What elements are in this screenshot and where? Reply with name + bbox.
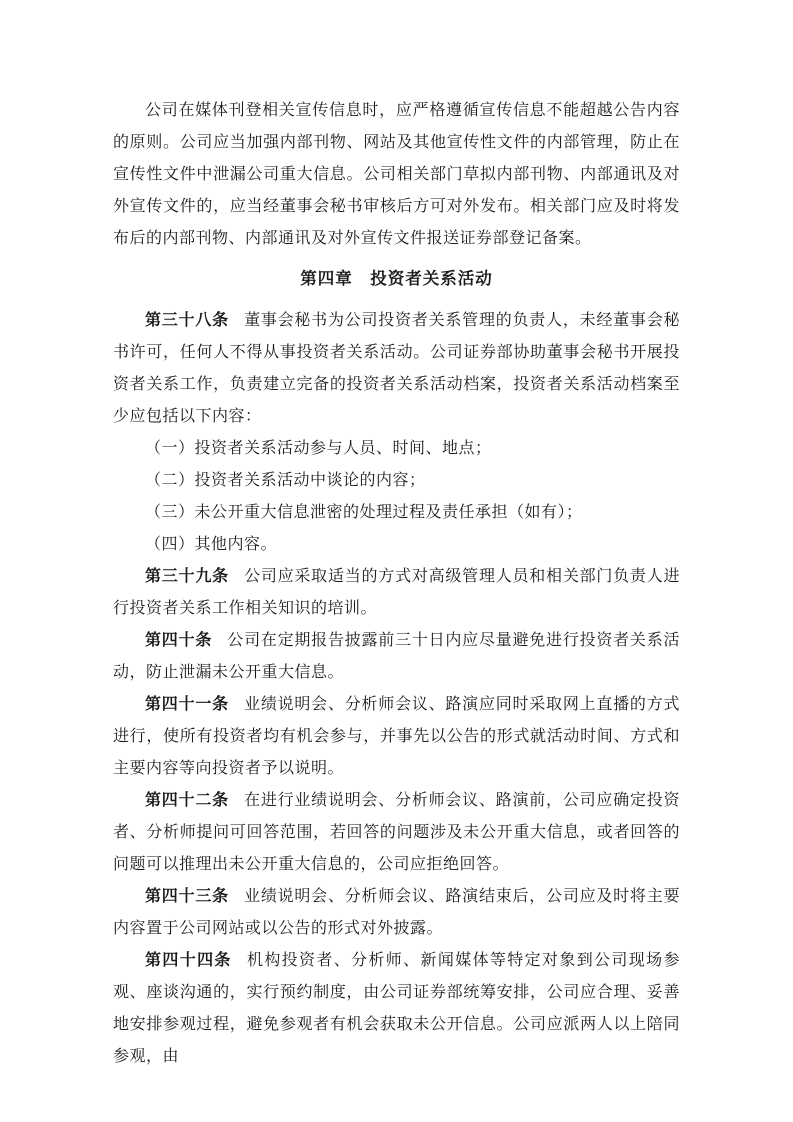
article-41 — [113, 688, 680, 784]
article-38-number: 第三十八条 — [145, 310, 229, 329]
chapter-4-heading: 第四章 投资者关系活动 — [300, 269, 493, 288]
article-39-number: 第三十九条 — [145, 566, 229, 585]
article-43 — [113, 880, 680, 944]
article-39 — [113, 560, 680, 624]
article-43-text: 业绩说明会、分析师会议、路演结束后，公司应及时将主要内容置于公司网站或以公告的形式对外披露。 — [113, 886, 680, 937]
article-40-text: 公司在定期报告披露前三十日内应尽量避免进行投资者关系活动，防止泄漏未公开重大信息。 — [113, 630, 680, 681]
list-item-4: （四）其他内容。 — [145, 534, 278, 553]
article-38-text: 董事会秘书为公司投资者关系管理的负责人，未经董事会秘书许可，任何人不得从事投资者关系活动。公司证券部协助董事会秘书开展投资者关系工作，负责建立完备的投资者关系活动档案，投资者关系活动档案至少应包括以下内容： — [113, 310, 680, 425]
article-41-text: 业绩说明会、分析师会议、路演应同时采取网上直播的方式进行，使所有投资者均有机会参与，并事先以公告的形式就活动时间、方式和主要内容等向投资者予以说明。 — [113, 694, 680, 777]
article-44 — [113, 944, 680, 1072]
paragraph-publicity-rules: 公司在媒体刊登相关宣传信息时，应严格遵循宣传信息不能超越公告内容的原则。公司应当加强内部刊物、网站及其他宣传性文件的内部管理，防止在宣传性文件中泄漏公司重大信息。公司相关部门草拟内部刊物、内部通讯及对外宣传文件的，应当经董事会秘书审核后方可对外发布。相关部门应及时将发布后的内部刊物、内部通讯及对外宣传文件报送证券部登记备案。 — [113, 100, 680, 247]
article-42 — [113, 784, 680, 880]
article-40-number: 第四十条 — [145, 630, 213, 649]
article-40 — [113, 624, 680, 688]
article-44-text: 机构投资者、分析师、新闻媒体等特定对象到公司现场参观、座谈沟通的，实行预约制度，由公司证券部统筹安排，公司应合理、妥善地安排参观过程，避免参观者有机会获取未公开信息。公司应派两人以上陪同参观，由 — [113, 950, 680, 1065]
article-39-text: 公司应采取适当的方式对高级管理人员和相关部门负责人进行投资者关系工作相关知识的培训。 — [113, 566, 680, 617]
article-41-number: 第四十一条 — [145, 694, 229, 713]
article-43-number: 第四十三条 — [145, 886, 229, 905]
article-38 — [113, 304, 680, 432]
list-item-2: （二）投资者关系活动中谈论的内容； — [145, 470, 426, 489]
list-item-1: （一）投资者关系活动参与人员、时间、地点； — [145, 438, 492, 457]
article-42-number: 第四十二条 — [145, 790, 229, 809]
article-44-number: 第四十四条 — [145, 950, 232, 969]
list-item-3: （三）未公开重大信息泄密的处理过程及责任承担（如有）； — [145, 502, 583, 521]
article-42-text: 在进行业绩说明会、分析师会议、路演前，公司应确定投资者、分析师提问可回答范围，若回答的问题涉及未公开重大信息，或者回答的问题可以推理出未公开重大信息的，公司应拒绝回答。 — [113, 790, 680, 873]
